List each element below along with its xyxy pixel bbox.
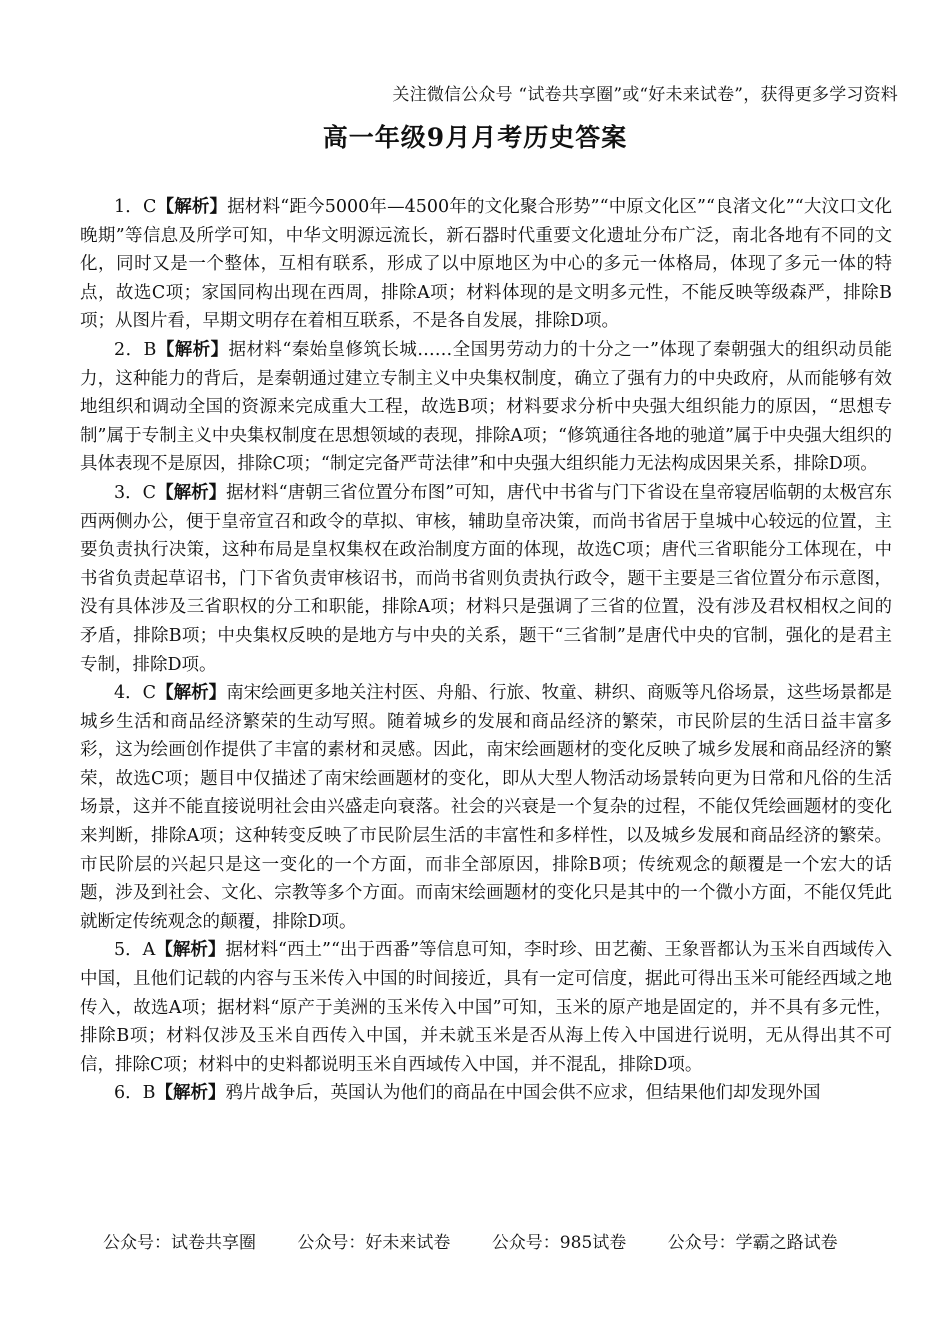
answer-item-3 — [80, 479, 892, 679]
answer-text: 据材料“西土”“出于西番”等信息可知，李时珍、田艺蘅、王象晋都认为玉米自西域传入中国，且他们记载的内容与玉米传入中国的时间接近，具有一定可信度，据此可得出玉米可能经西域之地传入，故选A项；据材料“原产于美洲的玉米传入中国”可知，玉米的原产地是固定的，并不具有多元性，排除B项；材料仅涉及玉米自西传入中国，并未就玉米是否从海上传入中国进行说明，无从得出其不可信，排除C项；材料中的史料都说明玉米自西域传入中国，并不混乱，排除D项。 — [80, 940, 892, 1075]
answer-item-5 — [80, 936, 892, 1079]
analysis-label: 【解析】 — [156, 339, 229, 360]
footer-bar — [103, 1228, 874, 1253]
header-note: 关注微信公众号 “试卷共享圈”或“好未来试卷”，获得更多学习资料 — [392, 85, 898, 105]
answer-text: 南宋绘画更多地关注村医、舟船、行旅、牧童、耕织、商贩等凡俗场景，这些场景都是城乡生活和商品经济繁荣的生动写照。随着城乡的发展和商品经济的繁荣，市民阶层的生活日益丰富多彩，这为绘画创作提供了丰富的素材和灵感。因此，南宋绘画题材的变化反映了城乡发展和商品经济的繁荣，故选C项；题目中仅描述了南宋绘画题材的变化，即从大型人物活动场景转向更为日常和凡俗的生活场景，这并不能直接说明社会由兴盛走向衰落。社会的兴衰是一个复杂的过程，不能仅凭绘画题材的变化来判断，排除A项；这种转变反映了市民阶层生活的丰富性和多样性，以及城乡发展和商品经济的繁荣。市民阶层的兴起只是这一变化的一个方面，而非全部原因，排除B项；传统观念的颠覆是一个宏大的话题，涉及到社会、文化、宗教等多个方面。而南宋绘画题材的变化只是其中的一个微小方面，不能仅凭此就断定传统观念的颠覆，排除D项。 — [80, 683, 893, 932]
analysis-label: 【解析】 — [155, 940, 226, 961]
answer-item-4 — [80, 679, 892, 936]
footer-item: 公众号：试卷共享圈 — [103, 1233, 256, 1253]
answer-text: 鸦片战争后，英国认为他们的商品在中国会供不应求，但结果他们却发现外国 — [225, 1083, 821, 1104]
answer-text: 据材料“唐朝三省位置分布图”可知，唐代中书省与门下省设在皇帝寝居临朝的太极宫东西两侧办公，便于皇帝宣召和政令的草拟、审核，辅助皇帝决策，而尚书省居于皇城中心较远的位置，主要负责执行决策，这种布局是皇权集权在政治制度方面的体现，故选C项；唐代三省职能分工体现在，中书省负责起草诏书，门下省负责审核诏书，而尚书省则负责执行政令，题干主要是三省位置分布示意图，没有具体涉及三省职权的分工和职能，排除A项；材料只是强调了三省的位置，没有涉及君权相权之间的矛盾，排除B项；中央集权反映的是地方与中央的关系，题干“三省制”是唐代中央的官制，强化的是君主专制，排除D项。 — [80, 482, 893, 675]
answer-number: 6．B — [114, 1083, 156, 1104]
analysis-label: 【解析】 — [156, 683, 227, 704]
analysis-label: 【解析】 — [155, 1083, 226, 1104]
answer-number: 3．C — [114, 482, 157, 503]
answer-number: 4．C — [114, 683, 157, 704]
page-title: 高一年级9月月考历史答案 — [322, 123, 628, 152]
answer-text: 据材料“距今5000年—4500年的文化聚合形势”“中原文化区”“良渚文化”“大汶口文化晚期”等信息及所学可知，中华文明源远流长，新石器时代重要文化遗址分布广泛，南北各地有不同的文化，同时又是一个整体，互相有联系，形成了以中原地区为中心的多元一体格局，体现了多元一体的特点，故选C项；家国同构出现在西周，排除A项；材料体现的是文明多元性，不能反映等级森严，排除B项；从图片看，早期文明存在着相互联系，不是各自发展，排除D项。 — [80, 197, 893, 332]
answer-number: 5．A — [114, 940, 156, 961]
answer-number: 1．C — [114, 197, 157, 217]
footer-item: 公众号：好未来试卷 — [297, 1233, 451, 1253]
answer-item-2 — [80, 336, 892, 479]
answer-item-1 — [80, 193, 892, 336]
analysis-label: 【解析】 — [156, 197, 228, 217]
answer-text: 据材料“秦始皇修筑长城……全国男劳动力的十分之一”体现了秦朝强大的组织动员能力，这种能力的背后，是秦朝通过建立专制主义中央集权制度，确立了强有力的中央政府，从而能够有效地组织和调动全国的资源来完成重大工程，故选B项；材料要求分析中央强大组织能力的原因，“思想专制”属于专制主义中央集权制度在思想领域的表现，排除A项；“修筑通往各地的驰道”属于中央强大组织的具体表现不是原因，排除C项；“制定完备严苛法律”和中央强大组织能力无法构成因果关系，排除D项。 — [80, 339, 893, 475]
answer-number: 2．B — [114, 339, 157, 360]
footer-item: 公众号：985试卷 — [491, 1233, 627, 1253]
footer-item: 公众号：学霸之路试卷 — [667, 1233, 838, 1253]
answers-section — [80, 193, 892, 1108]
analysis-label: 【解析】 — [156, 482, 227, 503]
answer-item-6 — [80, 1079, 892, 1108]
